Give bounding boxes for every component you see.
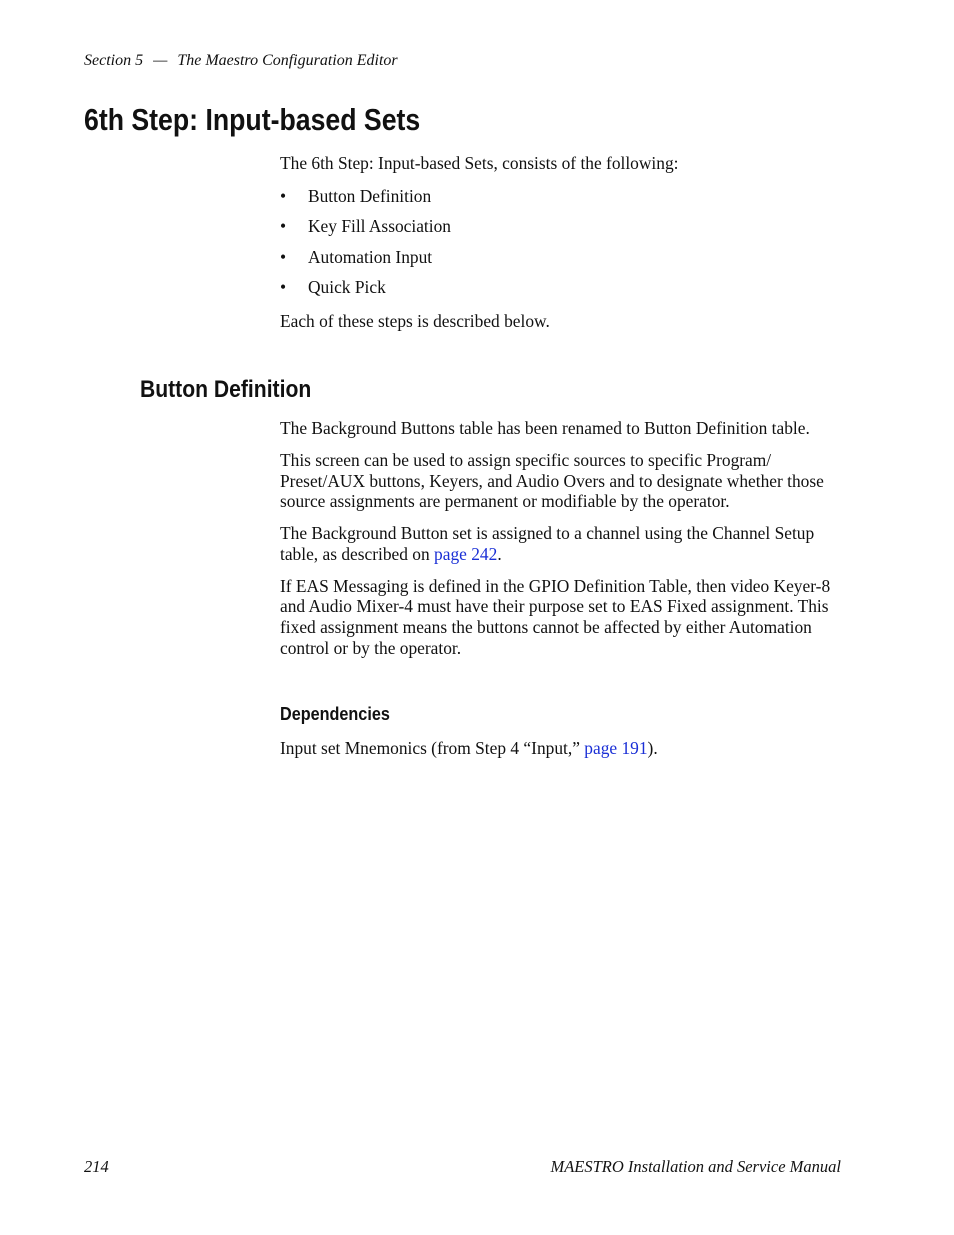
section-heading-button-definition: Button Definition: [140, 376, 312, 403]
after-list-text: Each of these steps is described below.: [280, 311, 550, 331]
bullet-icon: •: [280, 246, 287, 267]
list-item-label: Key Fill Association: [308, 216, 451, 237]
bullet-icon: •: [280, 216, 287, 237]
button-definition-body: [280, 418, 845, 670]
header-separator: —: [153, 52, 168, 69]
after-list-paragraph: [280, 311, 845, 332]
list-item: [280, 247, 451, 277]
page-242-link[interactable]: page 242: [434, 543, 498, 564]
list-item: [280, 216, 451, 246]
dependencies-text: [280, 738, 845, 759]
paragraph-screen-usage: This screen can be used to assign specific sources to specific Program/ Preset/AUX buttons, Keyers, and Audio Overs and to designate whether those source assignments are permanent or modifiable by the operator.: [280, 449, 824, 512]
paragraph-channel-setup-text: The Background Button set is assigned to a channel using the Channel Setup table, as described on: [280, 523, 815, 564]
bullet-icon: •: [280, 276, 287, 297]
dependencies-text-start: Input set Mnemonics (from Step 4 “Input,”: [280, 738, 585, 758]
dependencies-paragraph: [280, 738, 845, 759]
header-chapter: The Maestro Configuration Editor: [177, 52, 398, 69]
list-item-label: Automation Input: [308, 246, 433, 267]
dependencies-text-end: ).: [647, 738, 658, 758]
intro-paragraph: [280, 153, 845, 174]
page-title: 6th Step: Input-based Sets: [84, 102, 421, 137]
list-item: [280, 277, 451, 307]
intro-text: The 6th Step: Input-based Sets, consists of the following:: [280, 153, 679, 173]
paragraph-channel-setup-end: .: [497, 543, 502, 564]
footer-manual-title: MAESTRO Installation and Service Manual: [550, 1157, 841, 1176]
running-header: [84, 51, 398, 71]
paragraph-renamed-table: The Background Buttons table has been renamed to Button Definition table.: [280, 418, 810, 438]
paragraph-eas-messaging: If EAS Messaging is defined in the GPIO Definition Table, then video Keyer-8 and Audio Mixer-4 must have their purpose set to EAS Fixed assignment. This fixed assignment means the buttons cannot be affected by either Automation control or by the operator.: [280, 575, 831, 658]
list-item: [280, 186, 451, 216]
list-item-label: Button Definition: [308, 186, 432, 206]
bullet-icon: •: [280, 186, 287, 206]
footer-page-number: 214: [84, 1157, 109, 1176]
subheading-dependencies: Dependencies: [280, 704, 390, 724]
header-section: Section 5: [84, 52, 144, 69]
paragraph-channel-setup: [280, 523, 845, 564]
page-191-link[interactable]: page 191: [584, 738, 648, 758]
list-item-label: Quick Pick: [308, 276, 386, 297]
steps-list: [280, 186, 451, 307]
